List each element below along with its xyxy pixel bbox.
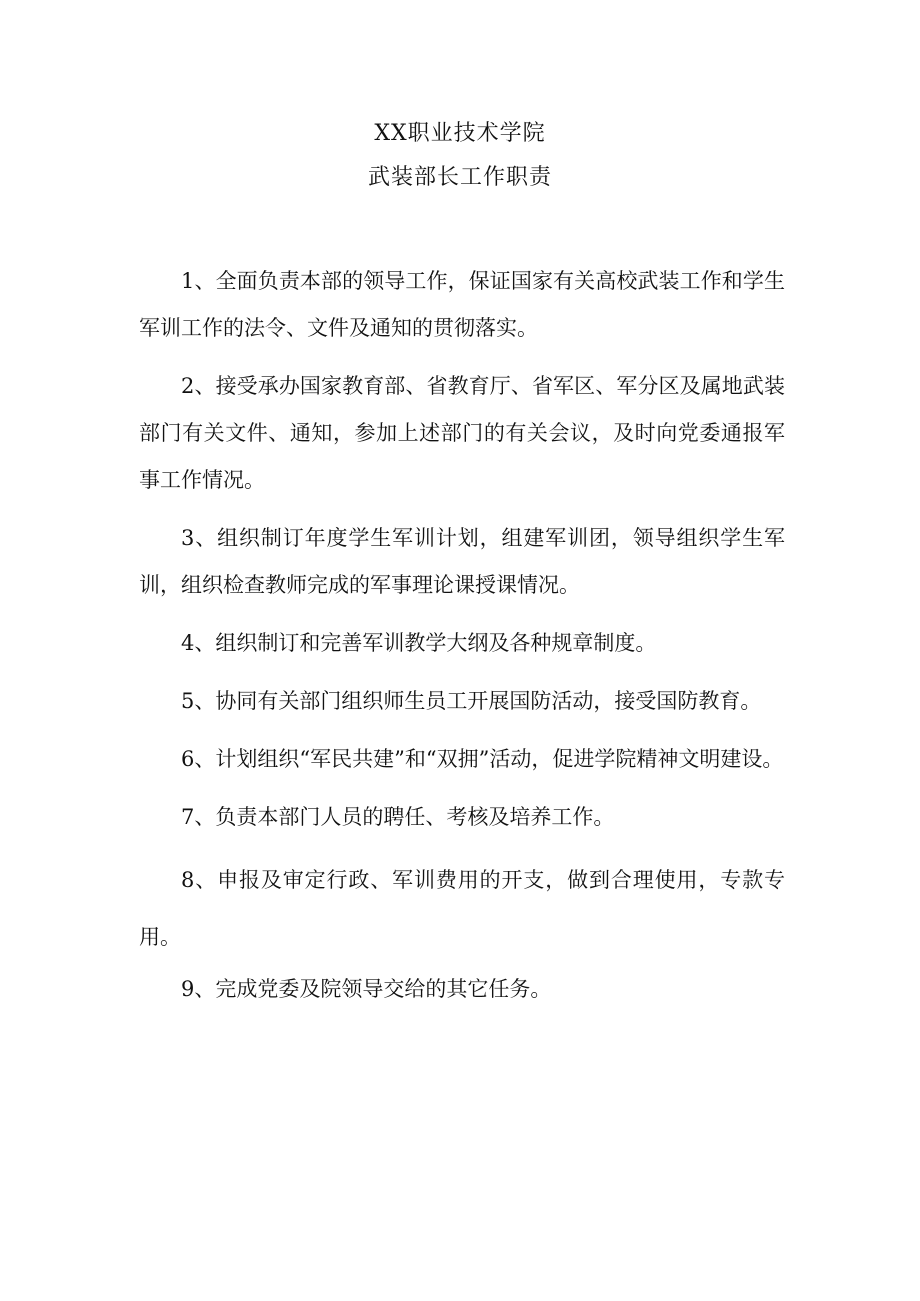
duty-item-5 [139, 678, 785, 725]
duty-item-9 [139, 966, 785, 1013]
duty-item-text: 协同有关部门组织师生员工开展国防活动，接受国防教育。 [215, 689, 762, 713]
duty-item-number: 3 [181, 526, 195, 550]
duty-item-separator: 、 [194, 526, 218, 550]
document-title: XX职业技术学院 [374, 121, 546, 146]
duty-item-separator: 、 [194, 805, 216, 829]
duty-item-text: 接受承办国家教育部、省教育厅、省军区、军分区及属地武装部门有关文件、通知，参加上述部门的有关会议，及时向党委通报军事工作情况。 [139, 374, 785, 492]
duty-item-number: 1 [181, 269, 195, 293]
duty-item-6 [139, 736, 785, 783]
duty-item-separator: 、 [194, 977, 216, 1001]
document-subtitle: 武装部长工作职责 [367, 165, 552, 190]
duty-item-8 [139, 852, 785, 966]
duty-item-separator: 、 [194, 868, 218, 892]
duty-item-number: 4 [181, 631, 195, 655]
duty-item-separator: 、 [194, 374, 216, 398]
duty-item-text: 组织制订和完善军训教学大纲及各种规章制度。 [215, 631, 657, 655]
duty-item-text: 计划组织“军民共建”和“双拥”活动，促进学院精神文明建设。 [215, 747, 784, 771]
duty-list [139, 258, 785, 1024]
duty-item-text: 组织制订年度学生军训计划，组建军训团，领导组织学生军训，组织检查教师完成的军事理论课授课情况。 [139, 526, 785, 597]
document-header [0, 112, 920, 200]
duty-item-text: 负责本部门人员的聘任、考核及培养工作。 [215, 805, 615, 829]
duty-item-separator: 、 [194, 747, 216, 771]
duty-item-number: 6 [181, 747, 195, 771]
duty-item-3 [139, 515, 785, 609]
duty-item-number: 9 [181, 977, 195, 1001]
duty-item-separator: 、 [194, 269, 216, 293]
duty-item-number: 8 [181, 868, 195, 892]
duty-item-separator: 、 [194, 631, 216, 655]
duty-item-4 [139, 620, 785, 667]
duty-item-2 [139, 363, 785, 504]
duty-item-number: 5 [181, 689, 195, 713]
duty-item-number: 7 [181, 805, 195, 829]
duty-item-text: 全面负责本部的领导工作，保证国家有关高校武装工作和学生军训工作的法令、文件及通知的贯彻落实。 [139, 269, 785, 340]
duty-item-text: 完成党委及院领导交给的其它任务。 [215, 977, 552, 1001]
duty-item-text: 申报及审定行政、军训费用的开支，做到合理使用，专款专用。 [139, 868, 785, 949]
duty-item-7 [139, 794, 785, 841]
duty-item-separator: 、 [194, 689, 216, 713]
duty-item-number: 2 [181, 374, 195, 398]
duty-item-1 [139, 258, 785, 352]
